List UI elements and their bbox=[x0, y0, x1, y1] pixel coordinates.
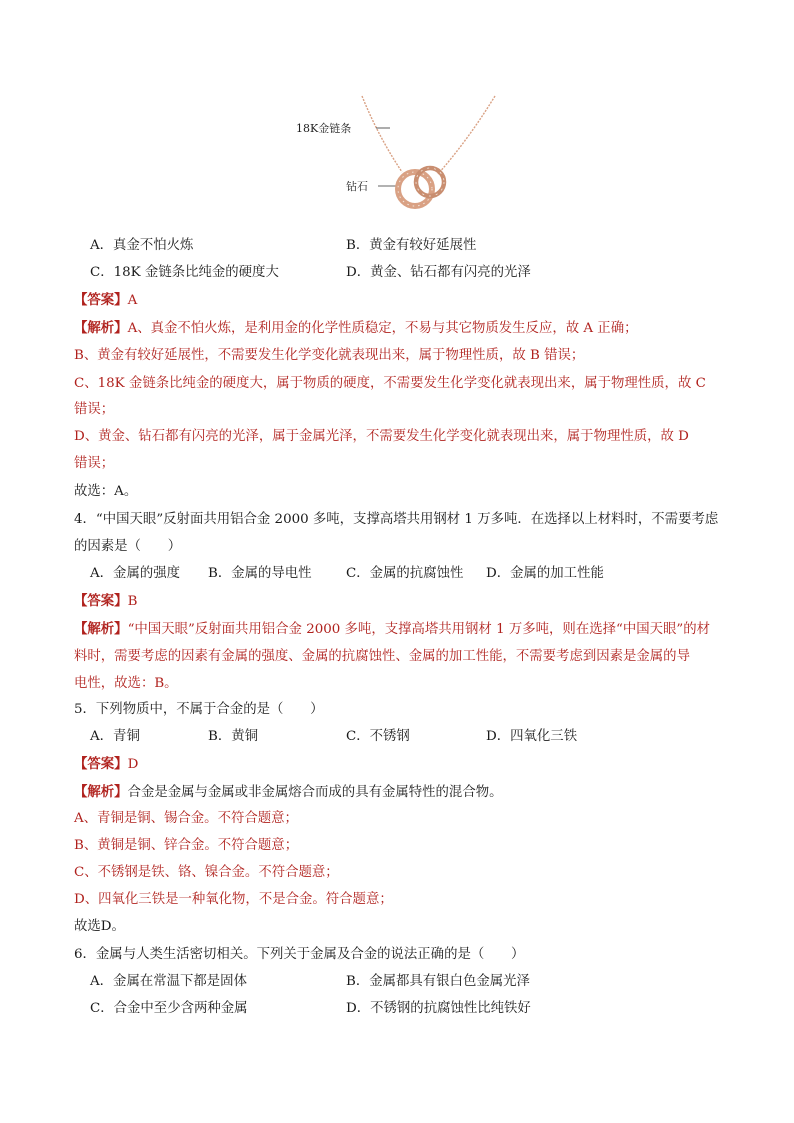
necklace-image bbox=[290, 94, 505, 219]
q6-stem: 6．金属与人类生活密切相关。下列关于金属及合金的说法正确的是（ ） bbox=[74, 947, 525, 962]
q5-option-d: D．四氧化三铁 bbox=[486, 729, 578, 744]
q4-option-b: B．金属的导电性 bbox=[208, 566, 312, 581]
answer-value: B bbox=[127, 594, 138, 609]
q4-analysis-line: 电性，故选：B。 bbox=[74, 676, 178, 691]
q6-option-a: A．金属在常温下都是固体 bbox=[90, 974, 247, 989]
necklace-figure bbox=[290, 94, 505, 219]
q3-option-a: A．真金不怕火炼 bbox=[90, 238, 194, 253]
analysis-tag: 【解析】 bbox=[74, 784, 128, 800]
analysis-tag: 【解析】 bbox=[74, 320, 128, 336]
q4-analysis-line: 【解析】“中国天眼”反射面共用铝合金 2000 多吨，支撑高塔共用钢材 1 万多吨，则在选择“中国天眼”的材 bbox=[74, 621, 711, 637]
q5-analysis-line: A、青铜是铜、锡合金。不符合题意； bbox=[74, 811, 298, 826]
q3-option-c: C．18K 金链条比纯金的硬度大 bbox=[90, 265, 279, 280]
q5-conclusion: 故选D。 bbox=[74, 919, 125, 934]
q5-analysis-line: D、四氧化三铁是一种氧化物，不是合金。符合题意； bbox=[74, 892, 393, 907]
q6-option-b: B．金属都具有银白色金属光泽 bbox=[346, 974, 530, 989]
q3-analysis-line: 【解析】A、真金不怕火炼，是利用金的化学性质稳定，不易与其它物质发生反应，故 A 正确； bbox=[74, 320, 638, 336]
q3-option-b: B．黄金有较好延展性 bbox=[346, 238, 477, 253]
q4-option-d: D．金属的加工性能 bbox=[486, 566, 604, 581]
answer-value: D bbox=[127, 757, 139, 772]
q4-stem: 4．“中国天眼”反射面共用铝合金 2000 多吨，支撑高塔共用钢材 1 万多吨．在选择以上材料时，不需要考虑 bbox=[74, 512, 719, 527]
q5-option-b: B．黄铜 bbox=[208, 729, 259, 744]
q4-stem-cont: 的因素是（ ） bbox=[74, 539, 182, 554]
q4-option-c: C．金属的抗腐蚀性 bbox=[346, 566, 464, 581]
q3-analysis-line: 错误； bbox=[74, 402, 115, 417]
q3-analysis-line: B、黄金有较好延展性，不需要发生化学变化就表现出来，属于物理性质，故 B 错误； bbox=[74, 348, 585, 363]
q5-answer bbox=[74, 754, 734, 775]
q5-analysis-line: C、不锈钢是铁、铬、镍合金。不符合题意； bbox=[74, 865, 339, 880]
q5-stem: 5．下列物质中，不属于合金的是（ ） bbox=[74, 702, 324, 717]
q3-analysis-line: 错误； bbox=[74, 456, 115, 471]
q5-option-c: C．不锈钢 bbox=[346, 729, 410, 744]
answer-tag: 【答案】 bbox=[74, 292, 128, 308]
answer-value: A bbox=[127, 293, 138, 308]
analysis-tag: 【解析】 bbox=[74, 621, 128, 637]
q3-analysis-line: C、18K 金链条比纯金的硬度大，属于物质的硬度，不需要发生化学变化就表现出来，属于物理性质，故 C bbox=[74, 376, 706, 391]
q6-option-d: D．不锈钢的抗腐蚀性比纯铁好 bbox=[346, 1001, 531, 1016]
q4-option-a: A．金属的强度 bbox=[90, 566, 181, 581]
q5-analysis-line: 【解析】合金是金属与金属或非金属熔合而成的具有金属特性的混合物。 bbox=[74, 784, 503, 800]
q4-answer bbox=[74, 591, 734, 612]
q3-analysis-line: D、黄金、钻石都有闪亮的光泽，属于金属光泽，不需要发生化学变化就表现出来，属于物理性质，故 D bbox=[74, 429, 689, 444]
answer-tag: 【答案】 bbox=[74, 593, 128, 609]
chain-label: 18K金链条 bbox=[296, 122, 352, 135]
q3-answer bbox=[74, 290, 734, 311]
q6-option-c: C．合金中至少含两种金属 bbox=[90, 1001, 248, 1016]
q3-option-d: D．黄金、钻石都有闪亮的光泽 bbox=[346, 265, 531, 280]
answer-tag: 【答案】 bbox=[74, 756, 128, 772]
q4-analysis-line: 料时，需要考虑的因素有金属的强度、金属的抗腐蚀性、金属的加工性能，不需要考虑到因素是金属的导 bbox=[74, 649, 690, 664]
q5-option-a: A．青铜 bbox=[90, 729, 140, 744]
q3-conclusion: 故选：A。 bbox=[74, 484, 138, 499]
q5-analysis-line: B、黄铜是铜、锌合金。不符合题意； bbox=[74, 838, 299, 853]
diamond-label: 钻石 bbox=[346, 180, 368, 193]
